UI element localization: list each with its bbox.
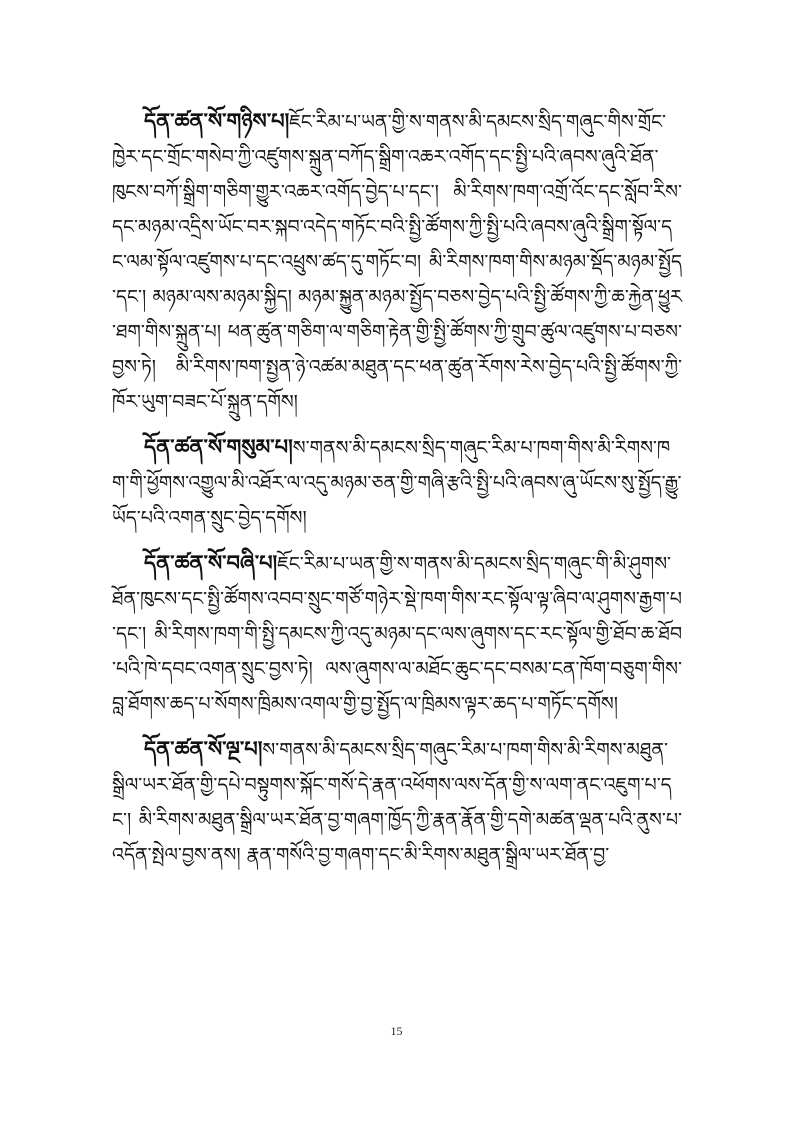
- paragraph-article-32: [112, 104, 682, 420]
- body-text: [112, 104, 682, 873]
- article-body: ས་གནས་མི་དམངས་སྲིད་གཞུང་རིམ་པ་ཁག་གིས་མི་རིགས་མཐུན་སྒྲིལ་ཡར་ཐོན་གྱི་དཔེ་བསྟུགས་སྐོང་གསོ་དེ་རྣན་འཕོགས་ལས་དོན་གྱི་ས་ལག་ནང་འཇུག་པ་དང་། མི་རིགས་མཐུན་སྒྲིལ་ཡར་ཐོན་བྱ་གཞག་ཁྱོད་ཀྱི་རྣན་རྣོན་གྱི་དགེ་མཚན་ལྡན་པའི་ནུས་པ་འདོན་སྤེལ་བྱས་ནས། རྣན་གསོའི་བྱ་གཞག་དང་མི་རིགས་མཐུན་སྒྲིལ་ཡར་ཐོན་བྱ་: [112, 739, 682, 866]
- paragraph-article-34: [112, 546, 682, 722]
- article-heading: དོན་ཚན་སོ་ལྔ་པ།: [144, 737, 263, 761]
- article-heading: དོན་ཚན་སོ་གསུམ་པ།: [144, 435, 293, 459]
- paragraph-article-35: [112, 732, 682, 873]
- article-heading: དོན་ཚན་སོ་གཉིས་པ།: [144, 109, 290, 133]
- page-number: 15: [390, 1024, 403, 1038]
- article-body: ཇོང་རིམ་པ་ཡན་གྱི་ས་གནས་མི་དམངས་སྲིད་གཞུང་གིས་གྲོང་ཁྱེར་དང་གྲོང་གསེབ་ཀྱི་འཛུགས་སྐྲུན་བཀོད་སྒྲིག་འཆར་འགོད་དང་སྤྱི་པའི་ཞབས་ཞུའི་ཐོན་ཁུངས་བཀོ་སྒྲིག་གཅིག་གྱུར་འཆར་འགོད་བྱེད་པ་དང་། མི་རིགས་ཁག་འགྲོ་འོང་དང་སློབ་རིས་དང་མཉམ་འདྲིས་ཡོང་བར་སྐབ་འདེད་གཏོང་བའི་སྤྱི་ཚོགས་ཀྱི་སྤྱི་པའི་ཞབས་ཞུའི་སྒྲིག་སྟོལ་དང་ལམ་སྟོལ་འཛུགས་པ་དང་འཕྲུས་ཚད་དུ་གཏོང་བ། མི་རིགས་ཁག་གིས་མཉམ་སྡོད་མཉམ་སྤྱོད་དང་། མཉམ་ལས་མཉམ་སྐྱིད། མཉམ་སྐྱུན་མཉམ་སྤྱོད་བཅས་བྱེད་པའི་སྤྱི་ཚོགས་ཀྱི་ཆ་རྐྱེན་ཕྱུར་ཐག་གིས་སྐྲུན་པ། ཕན་ཚུན་གཅིག་ལ་གཅིག་རྟེན་གྱི་སྤྱི་ཚོགས་ཀྱི་གྲུབ་ཚུལ་འཛུགས་པ་བཅས་བྱས་ཏེ། མི་རིགས་ཁག་སྤྱན་ཉེ་འཚམ་མཐུན་དང་ཕན་ཚུན་རོགས་རེས་བྱེད་པའི་སྤྱི་ཚོགས་ཀྱི་ཁོར་ཡུག་བཟང་པོ་སྐྲུན་དགོས།: [112, 111, 682, 413]
- article-heading: དོན་ཚན་སོ་བཞི་པ།: [144, 551, 278, 575]
- article-body: ཇོང་རིམ་པ་ཡན་གྱི་ས་གནས་མི་དམངས་སྲིད་གཞུང་གི་མི་ཤུགས་ཐོན་ཁུངས་དང་སྤྱི་ཚོགས་འབབ་སྲུང་གཙོ་གཉེར་སྡེ་ཁག་གིས་རང་སྟོལ་ལྟ་ཞིབ་ལ་ཤུགས་རྒྱག་པ་དང་། མི་རིགས་ཁག་གི་སྤྱི་དམངས་ཀྱི་འདུ་མཉམ་དང་ལས་ཞུགས་དང་རང་སྟོལ་གྱི་ཐོབ་ཆ་ཐོབ་པའི་ཁེ་དབང་འགན་སྲུང་བྱས་ཏེ། ལས་ཞུགས་ལ་མཐོང་ཆུང་དང་བསམ་ངན་ཁོག་བཅུག་གིས་བླ་ཐོགས་ཆད་པ་སོགས་ཁྲིམས་འགལ་གྱི་བྱ་སྤྱོད་ལ་ཁྲིམས་ལྟར་ཆད་པ་གཏོང་དགོས།: [112, 553, 682, 715]
- article-body: ས་གནས་མི་དམངས་སྲིད་གཞུང་རིམ་པ་ཁག་གིས་མི་རིགས་ཁག་གི་ཕྱོགས་འགྱུལ་མི་འཐོར་ལ་འདུ་མཉམ་ཅན་གྱི་གཞི་རྩའི་སྤྱི་པའི་ཞབས་ཞུ་ཡོངས་སུ་སྤྱོད་རྒྱུ་ཡོད་པའི་འགན་སྲུང་བྱེད་དགོས།: [112, 437, 682, 529]
- paragraph-article-33: [112, 430, 682, 536]
